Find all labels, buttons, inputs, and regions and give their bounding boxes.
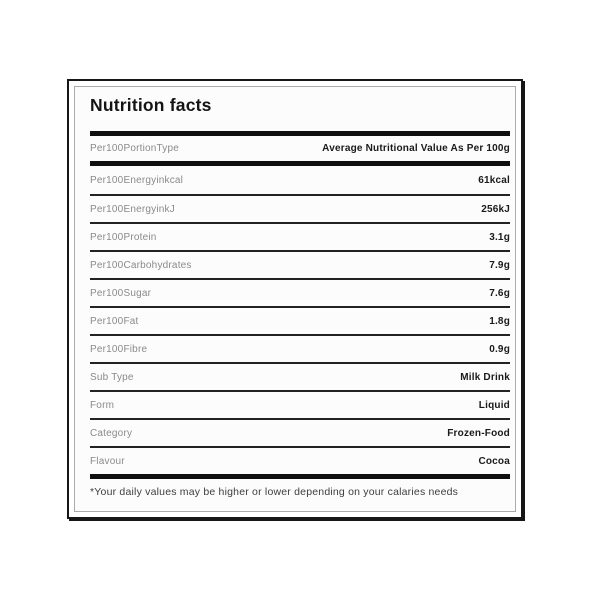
row-value: 7.9g xyxy=(489,259,510,271)
nutrition-facts-card xyxy=(67,79,523,519)
row-label: Per100Sugar xyxy=(90,287,152,299)
row-value: Frozen-Food xyxy=(447,427,510,439)
row-value: Milk Drink xyxy=(460,371,510,383)
row-label: Flavour xyxy=(90,455,125,467)
row-label: Per100Carbohydrates xyxy=(90,259,192,271)
row-value: 3.1g xyxy=(489,231,510,243)
row-value: 256kJ xyxy=(481,203,510,215)
row-label: Per100Energyinkcal xyxy=(90,174,184,186)
table-row xyxy=(90,418,510,446)
table-row xyxy=(90,390,510,418)
row-value: 0.9g xyxy=(489,343,510,355)
row-value: Liquid xyxy=(478,399,510,411)
table-row xyxy=(90,306,510,334)
row-value: Cocoa xyxy=(478,455,510,467)
table-row xyxy=(90,362,510,390)
table-row xyxy=(90,222,510,250)
header-row-value: Average Nutritional Value As Per 100g xyxy=(322,143,510,154)
nutrition-facts-inner-card xyxy=(74,86,516,512)
table-header-row xyxy=(90,136,510,161)
row-value: 61kcal xyxy=(478,174,510,186)
table-row xyxy=(90,250,510,278)
header-row-label: Per100PortionType xyxy=(90,143,180,154)
row-label: Per100Fat xyxy=(90,315,139,327)
row-label: Sub Type xyxy=(90,371,134,383)
row-label: Form xyxy=(90,399,115,411)
footnote: *Your daily values may be higher or lower depending on your calaries needs xyxy=(90,486,459,498)
table-row xyxy=(90,278,510,306)
table-row xyxy=(90,446,510,474)
divider-bar-bottom xyxy=(90,474,510,479)
row-label: Per100Protein xyxy=(90,231,157,243)
row-label: Category xyxy=(90,427,133,439)
table-row xyxy=(90,194,510,222)
row-label: Per100Fibre xyxy=(90,343,148,355)
table-row xyxy=(90,334,510,362)
table-row xyxy=(90,166,510,194)
row-label: Per100EnergyinkJ xyxy=(90,203,175,215)
row-value: 1.8g xyxy=(489,315,510,327)
row-value: 7.6g xyxy=(489,287,510,299)
nutrition-rows xyxy=(90,166,510,474)
nutrition-facts-title: Nutrition facts xyxy=(90,95,212,115)
